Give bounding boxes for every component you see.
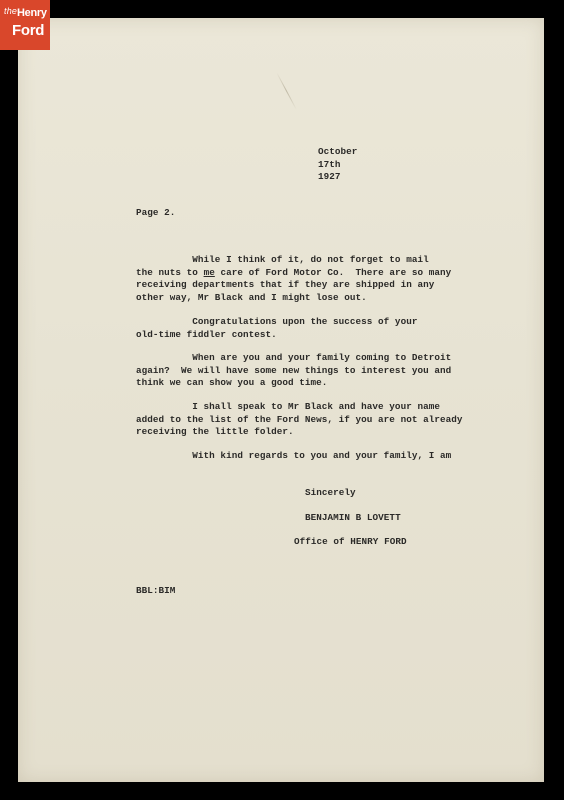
page-number-label: Page 2. [136, 207, 176, 218]
paragraph-line: With kind regards to you and your family, I am [136, 450, 452, 461]
paper-crease [276, 72, 297, 110]
logo-henry-text: Henry [17, 7, 47, 19]
paragraph-detroit-visit [136, 352, 451, 390]
letter-date [318, 146, 357, 184]
closing-salutation: Sincerely [305, 487, 356, 498]
paragraph-ford-news [136, 401, 462, 439]
paragraph-line: receiving the little folder. [136, 426, 294, 437]
paragraph-nuts [136, 254, 451, 304]
date-month: October [318, 146, 358, 157]
logo-ford-text: Ford [12, 22, 45, 39]
paragraph-line [136, 267, 451, 280]
date-day: 17th [318, 158, 341, 170]
paragraph-line: old-time fiddler contest. [136, 328, 277, 340]
paragraph-line: Congratulations upon the success of your [136, 316, 418, 327]
line-segment: the nuts to [136, 266, 204, 278]
paragraph-line: again? We will have some new things to interest you and [136, 364, 452, 376]
signer-office: Office of HENRY FORD [294, 536, 407, 547]
paragraph-line: While I think of it, do not forget to mail [136, 254, 429, 265]
letter-page [18, 18, 544, 782]
paragraph-line: I shall speak to Mr Black and have your name [136, 401, 440, 412]
paragraph-line: receiving departments that if they are shipped in any [136, 279, 435, 290]
paragraph-line: think we can show you a good time. [136, 377, 328, 388]
paragraph-line: other way, Mr Black and I might lose out. [136, 291, 367, 303]
line-segment: care of Ford Motor Co. There are so many [214, 266, 452, 278]
logo-the-text: the [4, 6, 18, 16]
reference-initials: BBL:BIM [136, 585, 176, 596]
paragraph-line: added to the list of the Ford News, if you are not already [136, 413, 463, 425]
henry-ford-logo [0, 0, 50, 50]
signer-name: BENJAMIN B LOVETT [305, 512, 401, 523]
underlined-word: me [203, 266, 215, 278]
paragraph-line: When are you and your family coming to Detroit [136, 352, 452, 363]
paragraph-congratulations [136, 316, 417, 341]
date-year: 1927 [318, 171, 341, 182]
paragraph-regards [136, 450, 451, 463]
